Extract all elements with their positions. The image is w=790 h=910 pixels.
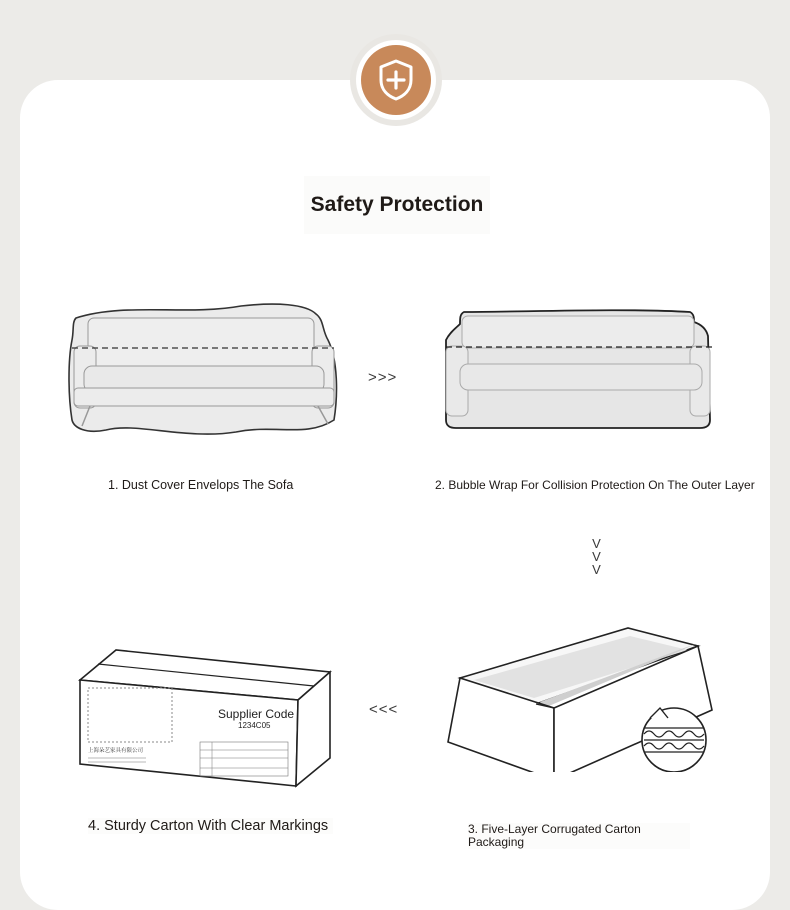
sofa-dust-cover-illustration	[66, 300, 342, 440]
svg-text:上海朵艺家具有限公司: 上海朵艺家具有限公司	[88, 748, 144, 754]
arrow-down	[591, 537, 603, 576]
sofa-bubble-wrap-illustration	[442, 306, 718, 436]
step-2-label: 2. Bubble Wrap For Collision Protection On The Outer Layer	[435, 478, 755, 492]
safety-badge	[361, 45, 431, 115]
supplier-code-text: Supplier Code	[218, 707, 295, 721]
arrow-down-mark: V	[592, 562, 602, 577]
page-title: Safety Protection	[304, 176, 490, 234]
svg-text:1234C05: 1234C05	[238, 721, 271, 730]
arrow-left: <<<	[369, 701, 399, 718]
step-3-label: 3. Five-Layer Corrugated Carton Packaging	[468, 823, 690, 849]
shield-plus-icon	[377, 58, 415, 102]
step-1-label: 1. Dust Cover Envelops The Sofa	[108, 478, 294, 492]
step-4-label: 4. Sturdy Carton With Clear Markings	[88, 818, 333, 834]
arrow-down-mark: V	[592, 549, 602, 564]
arrow-down-mark: V	[592, 536, 602, 551]
arrow-right: >>>	[368, 369, 398, 386]
sealed-carton-illustration	[76, 646, 334, 790]
open-carton-illustration	[444, 624, 716, 772]
